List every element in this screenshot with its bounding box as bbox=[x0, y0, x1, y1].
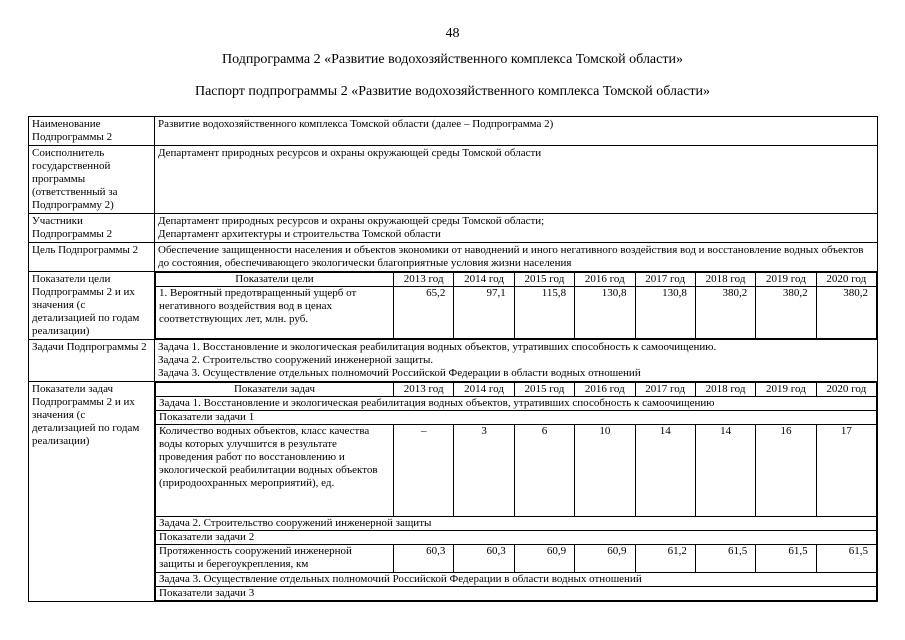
row-coexecutor-value: Департамент природных ресурсов и охраны окружающей среды Томской области bbox=[155, 146, 878, 214]
indicator-value: 380,2 bbox=[816, 287, 876, 339]
indicator-value: 380,2 bbox=[756, 287, 816, 339]
year-header: 2016 год bbox=[575, 383, 635, 397]
task-item: Задача 1. Восстановление и экологическая реабилитация водных объектов, утративших способность к самоочищению. bbox=[158, 341, 717, 353]
indicator-value: 97,1 bbox=[454, 287, 514, 339]
year-header: 2015 год bbox=[514, 273, 574, 287]
task-1-indicators-label: Показатели задачи 1 bbox=[156, 411, 877, 425]
row-name-label: Наименование Подпрограммы 2 bbox=[29, 117, 155, 146]
indicator-value: 16 bbox=[756, 425, 816, 517]
participant-item: Департамент природных ресурсов и охраны окружающей среды Томской области; bbox=[158, 215, 545, 227]
year-header: 2018 год bbox=[695, 273, 755, 287]
task-ind-label-row bbox=[156, 531, 877, 545]
task-row bbox=[156, 517, 877, 531]
indicator-value: 14 bbox=[695, 425, 755, 517]
indicator-value: 380,2 bbox=[695, 287, 755, 339]
indicator-value: – bbox=[394, 425, 454, 517]
indicator-value: 60,3 bbox=[454, 545, 514, 573]
row-tasks-values bbox=[155, 340, 878, 382]
row-goal bbox=[29, 243, 878, 272]
indicator-value: 17 bbox=[816, 425, 876, 517]
goal-indicators-table bbox=[155, 272, 877, 339]
task-indicators-header bbox=[156, 383, 877, 397]
indicator-value: 60,3 bbox=[394, 545, 454, 573]
year-header: 2015 год bbox=[514, 383, 574, 397]
task-row bbox=[156, 397, 877, 411]
row-task-indicators-label: Показатели задач Подпрограммы 2 и их значения (с детализацией по годам реализации) bbox=[29, 382, 155, 602]
indicator-name: 1. Вероятный предотвращенный ущерб от негативного воздействия вод в ценах соответствующих лет, млн. руб. bbox=[156, 287, 394, 339]
task-row bbox=[156, 573, 877, 587]
goal-indicators-cell bbox=[155, 272, 878, 340]
task-ind-label-row bbox=[156, 411, 877, 425]
page-number: 48 bbox=[445, 26, 460, 41]
row-goal-indicators bbox=[29, 272, 878, 340]
year-header: 2014 год bbox=[454, 383, 514, 397]
year-header: 2013 год bbox=[394, 383, 454, 397]
year-header: 2018 год bbox=[695, 383, 755, 397]
participant-item: Департамент архитектуры и строительства Томской области bbox=[158, 228, 441, 240]
row-task-indicators bbox=[29, 382, 878, 602]
document-title: Подпрограмма 2 «Развитие водохозяйственного комплекса Томской области» bbox=[222, 52, 683, 67]
indicator-value: 65,2 bbox=[394, 287, 454, 339]
goal-indicator-row bbox=[156, 287, 877, 339]
task-indicators-cell bbox=[155, 382, 878, 602]
indicator-value: 60,9 bbox=[575, 545, 635, 573]
indicator-value: 61,5 bbox=[756, 545, 816, 573]
task-2-title: Задача 2. Строительство сооружений инженерной защиты bbox=[156, 517, 877, 531]
document-subtitle: Паспорт подпрограммы 2 «Развитие водохозяйственного комплекса Томской области» bbox=[194, 84, 711, 99]
year-header: 2020 год bbox=[816, 383, 876, 397]
indicator-value: 3 bbox=[454, 425, 514, 517]
row-tasks-label: Задачи Подпрограммы 2 bbox=[29, 340, 155, 382]
task-indicators-table bbox=[155, 382, 877, 601]
task-3-title: Задача 3. Осуществление отдельных полномочий Российской Федерации в области водных отношений bbox=[156, 573, 877, 587]
year-header: 2020 год bbox=[816, 273, 876, 287]
indicator-value: 61,2 bbox=[635, 545, 695, 573]
row-coexecutor-label: Соисполнитель государственной программы (ответственный за Подпрограмму 2) bbox=[29, 146, 155, 214]
row-participants-values bbox=[155, 214, 878, 243]
row-name bbox=[29, 117, 878, 146]
year-header: 2016 год bbox=[575, 273, 635, 287]
row-coexecutor bbox=[29, 146, 878, 214]
passport-table bbox=[28, 116, 878, 602]
year-header: 2019 год bbox=[756, 383, 816, 397]
indicator-value: 60,9 bbox=[514, 545, 574, 573]
task-3-indicators-label: Показатели задачи 3 bbox=[156, 587, 877, 601]
year-header: 2017 год bbox=[635, 273, 695, 287]
year-header: 2014 год bbox=[454, 273, 514, 287]
indicator-value: 10 bbox=[575, 425, 635, 517]
indicator-name: Количество водных объектов, класс качества воды которых улучшится в результате проведения работ по восстановлению и экологической реабилитации водных объектов (природоохранных мероприятий), ед. bbox=[156, 425, 394, 517]
year-header: 2019 год bbox=[756, 273, 816, 287]
task-ind-label-row bbox=[156, 587, 877, 601]
indicator-value: 14 bbox=[635, 425, 695, 517]
indicator-value: 115,8 bbox=[514, 287, 574, 339]
row-goal-indicators-label: Показатели цели Подпрограммы 2 и их значения (с детализацией по годам реализации) bbox=[29, 272, 155, 340]
task-2-indicators-label: Показатели задачи 2 bbox=[156, 531, 877, 545]
indicator-value: 6 bbox=[514, 425, 574, 517]
row-participants-label: Участники Подпрограммы 2 bbox=[29, 214, 155, 243]
row-name-value: Развитие водохозяйственного комплекса Томской области (далее – Подпрограмма 2) bbox=[155, 117, 878, 146]
row-goal-value: Обеспечение защищенности населения и объектов экономики от наводнений и иного негативного воздействия вод и восстановление водных объектов до состояния, обеспечивающего экологически благоприятные условия жизни населения bbox=[155, 243, 878, 272]
indicator-value: 130,8 bbox=[575, 287, 635, 339]
task-indicator-row bbox=[156, 425, 877, 517]
goal-indicators-header-label: Показатели цели bbox=[156, 273, 394, 287]
indicator-name: Протяженность сооружений инженерной защиты и берегоукрепления, км bbox=[156, 545, 394, 573]
task-1-title: Задача 1. Восстановление и экологическая реабилитация водных объектов, утративших способность к самоочищению bbox=[156, 397, 877, 411]
indicator-value: 61,5 bbox=[695, 545, 755, 573]
row-goal-label: Цель Подпрограммы 2 bbox=[29, 243, 155, 272]
task-item: Задача 2. Строительство сооружений инженерной защиты. bbox=[158, 354, 434, 366]
task-indicator-row bbox=[156, 545, 877, 573]
row-tasks bbox=[29, 340, 878, 382]
task-indicators-header-label: Показатели задач bbox=[156, 383, 394, 397]
year-header: 2013 год bbox=[394, 273, 454, 287]
year-header: 2017 год bbox=[635, 383, 695, 397]
indicator-value: 61,5 bbox=[816, 545, 876, 573]
row-participants bbox=[29, 214, 878, 243]
indicator-value: 130,8 bbox=[635, 287, 695, 339]
task-item: Задача 3. Осуществление отдельных полномочий Российской Федерации в области водных отношений bbox=[158, 367, 641, 379]
goal-indicators-header bbox=[156, 273, 877, 287]
